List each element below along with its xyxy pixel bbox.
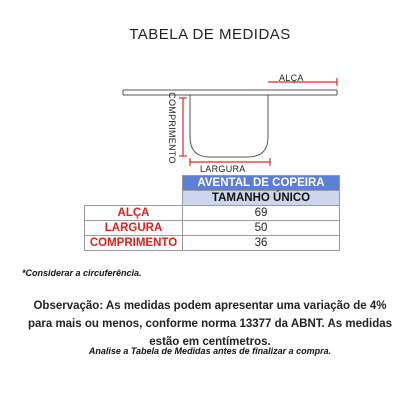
table-corner-cell: [85, 191, 183, 206]
apron-body-outline: [190, 95, 268, 157]
row-value: 50: [183, 221, 340, 236]
table-header-row: [85, 176, 340, 191]
row-label: COMPRIMENTO: [85, 236, 183, 251]
page-title: TABELA DE MEDIDAS: [129, 26, 291, 43]
circumference-note: *Considerar a circuferência.: [22, 268, 142, 278]
size-header: TAMANHO ÚNICO: [183, 191, 340, 206]
table-row: [85, 221, 340, 236]
row-value: 69: [183, 206, 340, 221]
table-row: [85, 236, 340, 251]
table-row: [85, 206, 340, 221]
product-header: AVENTAL DE COPEIRA: [183, 176, 340, 191]
table-subheader-row: [85, 191, 340, 206]
comprimento-label: COMPRIMENTO: [167, 92, 177, 164]
largura-label: LARGURA: [200, 164, 246, 174]
row-value: 36: [183, 236, 340, 251]
row-label: LARGURA: [85, 221, 183, 236]
apron-diagram: [0, 0, 420, 175]
observation-text: Observação: As medidas podem apresentar uma variação de 4% para mais ou menos, conforme norma 13377 da ABNT. As medidas estão em centímetros.: [27, 300, 393, 348]
footer-text: Analise a Tabela de Medidas antes de finalizar a compra.: [88, 346, 332, 356]
measurements-table: [84, 175, 340, 251]
row-label: ALÇA: [85, 206, 183, 221]
alca-label: ALÇA: [279, 73, 304, 83]
table-corner-cell: [85, 176, 183, 191]
